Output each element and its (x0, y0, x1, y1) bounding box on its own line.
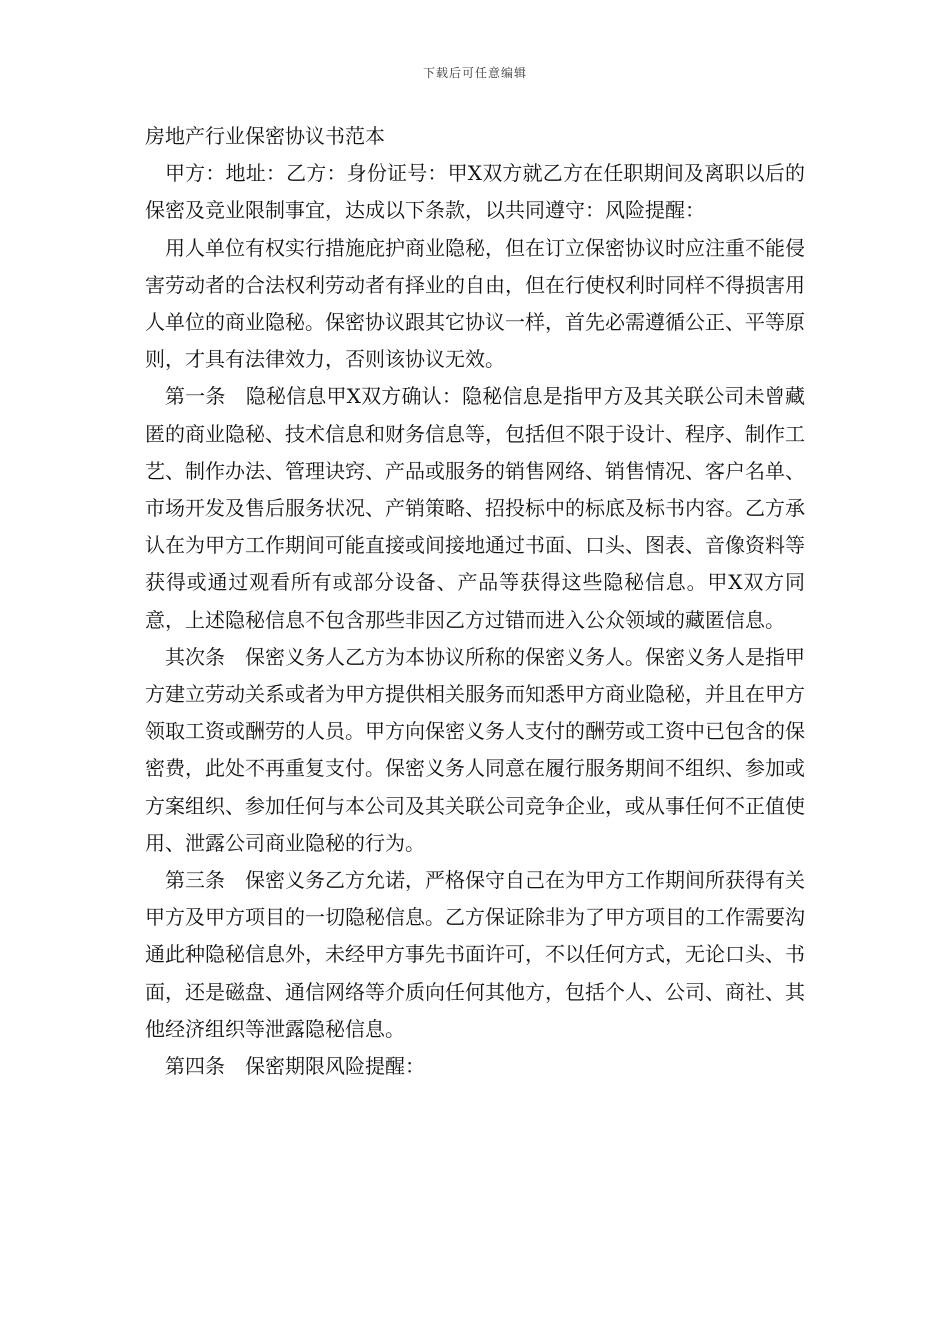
paragraph-article-2: 其次条 保密义务人乙方为本协议所称的保密义务人。保密义务人是指甲方建立劳动关系或者为甲方提供相关服务而知悉甲方商业隐秘，并且在甲方领取工资或酬劳的人员。甲方向保密义务人支付的酬劳或工资中已包含的保密费，此处不再重复支付。保密义务人同意在履行服务期间不组织、参加或方案组织、参加任何与本公司及其关联公司竞争企业，或从事任何不正值使用、泄露公司商业隐秘的行为。 (145, 644, 805, 855)
paragraph-article-3: 第三条 保密义务乙方允诺，严格保守自己在为甲方工作期间所获得有关甲方及甲方项目的一切隐秘信息。乙方保证除非为了甲方项目的工作需要沟通此种隐秘信息外，未经甲方事先书面许可，不以任何方式，无论口头、书面，还是磁盘、通信网络等介质向任何其他方，包括个人、公司、商社、其他经济组织等泄露隐秘信息。 (145, 868, 805, 1041)
document-body (145, 118, 805, 1085)
paragraph-article-4: 第四条 保密期限风险提醒： (165, 1054, 425, 1079)
document-title: 房地产行业保密协议书范本 (145, 124, 385, 148)
paragraph-parties: 甲方：地址：乙方：身份证号：甲Ⅹ双方就乙方在任职期间及离职以后的保密及竞业限制事宜，达成以下条款，以共同遵守：风险提醒： (145, 161, 805, 223)
paragraph-risk-notice: 用人单位有权实行措施庇护商业隐秘，但在订立保密协议时应注重不能侵害劳动者的合法权利劳动者有择业的自由，但在行使权利时同样不得损害用人单位的商业隐秘。保密协议跟其它协议一样，首先必需遵循公正、平等原则，才具有法律效力，否则该协议无效。 (145, 235, 805, 372)
page-header: 下载后可任意编辑 (422, 66, 527, 80)
paragraph-article-1: 第一条 隐秘信息甲Ⅹ双方确认：隐秘信息是指甲方及其关联公司未曾藏匿的商业隐秘、技术信息和财务信息等，包括但不限于设计、程序、制作工艺、制作办法、管理诀窍、产品或服务的销售网络、销售情况、客户名单、市场开发及售后服务状况、产销策略、招投标中的标底及标书内容。乙方承认在为甲方工作期间可能直接或间接地通过书面、口头、图表、音像资料等获得或通过观看所有或部分设备、产品等获得这些隐秘信息。甲Ⅹ双方同意，上述隐秘信息不包含那些非因乙方过错而进入公众领域的藏匿信息。 (145, 384, 805, 632)
